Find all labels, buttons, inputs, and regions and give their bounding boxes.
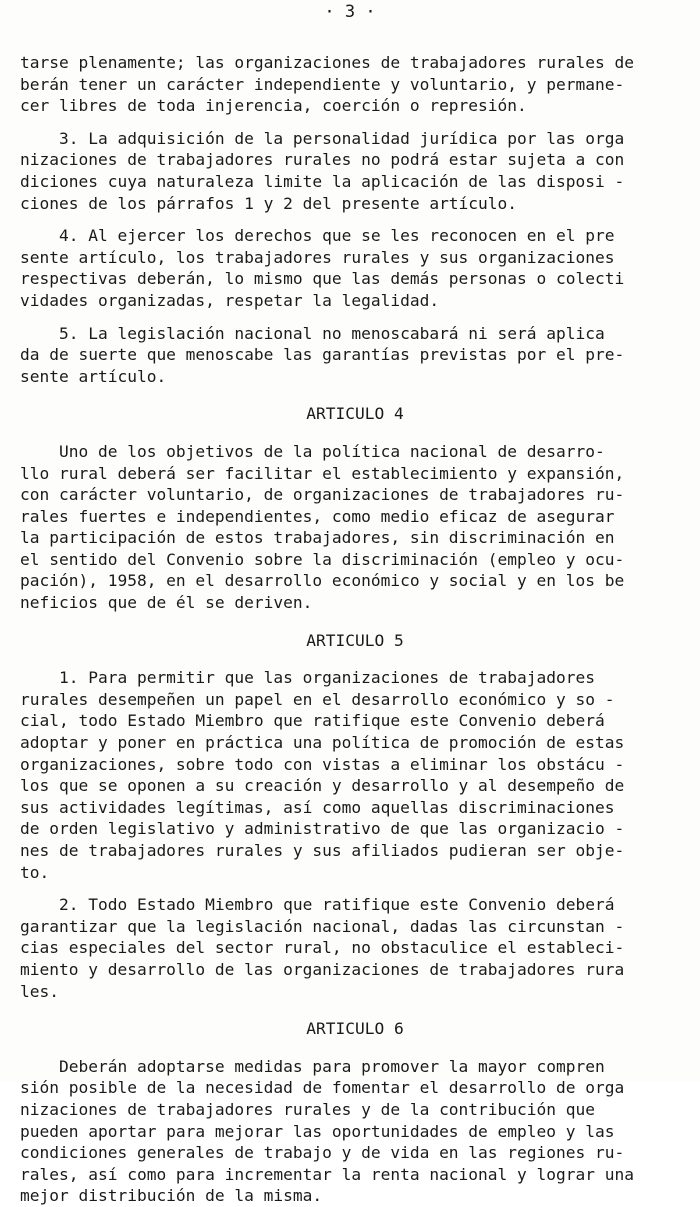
text-line: 2. Todo Estado Miembro que ratifique este Convenio deberá xyxy=(20,895,615,915)
text-line: sus actividades legítimas, así como aquellas discriminaciones xyxy=(20,797,615,817)
document-body xyxy=(20,52,690,1207)
text-line: da de suerte que menoscabe las garantías previstas por el pre- xyxy=(20,345,625,365)
text-line: to. xyxy=(20,862,50,882)
text-line: llo rural deberá ser facilitar el establecimiento y expansión, xyxy=(20,463,625,483)
text-line: garantizar que la legislación nacional, dadas las circunstan - xyxy=(20,916,625,936)
block-spacer xyxy=(20,614,690,630)
text-line: diciones cuya naturaleza limite la aplicación de las disposi - xyxy=(20,171,625,191)
text-line: condiciones generales de trabajo y de vida en las regiones ru- xyxy=(20,1143,625,1163)
paragraph xyxy=(20,1056,690,1207)
text-line: organizaciones, sobre todo con vistas a eliminar los obstácu - xyxy=(20,754,625,774)
text-line: sión posible de la necesidad de fomentar el desarrollo de orga xyxy=(20,1078,625,1098)
text-line: rurales desempeñen un papel en el desarrollo económico y so - xyxy=(20,689,615,709)
text-line: sente artículo, los trabajadores rurales y sus organizaciones xyxy=(20,247,615,267)
block-spacer xyxy=(20,651,690,667)
text-line: berán tener un carácter independiente y voluntario, y permane- xyxy=(20,74,625,94)
block-spacer xyxy=(20,214,690,225)
text-line: la participación de estos trabajadores, sin discriminación en xyxy=(20,528,615,548)
text-line: neficios que de él se deriven. xyxy=(20,593,313,613)
block-spacer xyxy=(20,883,690,894)
block-spacer xyxy=(20,1002,690,1018)
text-line: nizaciones de trabajadores rurales y de la contribución que xyxy=(20,1099,595,1119)
text-line: pueden aportar para mejorar las oportunidades de empleo y las xyxy=(20,1121,615,1141)
paragraph xyxy=(20,441,690,614)
text-line: sente artículo. xyxy=(20,366,167,386)
text-line: nizaciones de trabajadores rurales no podrá estar sujeta a con xyxy=(20,150,625,170)
text-line: adoptar y poner en práctica una política de promoción de estas xyxy=(20,733,625,753)
article-heading: ARTICULO 4 xyxy=(306,404,404,424)
block-spacer xyxy=(20,1040,690,1056)
paragraph xyxy=(20,667,690,883)
article-heading: ARTICULO 6 xyxy=(306,1019,404,1039)
paragraph xyxy=(20,894,690,1002)
text-line: cer libres de toda injerencia, coerción o represión. xyxy=(20,96,527,116)
article-heading: ARTICULO 5 xyxy=(306,630,404,650)
page-number: · 3 · xyxy=(324,2,376,22)
text-line: rales fuertes e independientes, como medio eficaz de asegurar xyxy=(20,506,615,526)
text-line: tarse plenamente; las organizaciones de trabajadores rurales de xyxy=(20,53,634,72)
text-line: 1. Para permitir que las organizaciones de trabajadores xyxy=(20,668,595,688)
block-spacer xyxy=(20,425,690,441)
text-line: de orden legislativo y administrativo de que las organizacio - xyxy=(20,819,625,839)
text-line: 5. La legislación nacional no menoscabará ni será aplica xyxy=(20,323,605,343)
text-line: vidades organizadas, respetar la legalidad. xyxy=(20,290,440,310)
block-spacer xyxy=(20,387,690,403)
text-line: pación), 1958, en el desarrollo económico y social y en los be xyxy=(20,571,625,591)
text-line: el sentido del Convenio sobre la discriminación (empleo y ocu- xyxy=(20,549,625,569)
text-line: 3. La adquisición de la personalidad jurídica por las orga xyxy=(20,128,625,148)
text-line: rales, así como para incrementar la renta nacional y lograr una xyxy=(20,1164,634,1184)
block-spacer xyxy=(20,312,690,323)
text-line: cias especiales del sector rural, no obstaculice el estableci- xyxy=(20,938,625,958)
block-spacer xyxy=(20,117,690,128)
paragraph xyxy=(20,323,690,388)
text-line: ciones de los párrafos 1 y 2 del presente artículo. xyxy=(20,193,518,213)
text-line: cial, todo Estado Miembro que ratifique este Convenio deberá xyxy=(20,711,605,731)
text-line: nes de trabajadores rurales y sus afiliados pudieran ser obje- xyxy=(20,841,625,860)
paragraph xyxy=(20,225,690,311)
text-line: respectivas deberán, lo mismo que las demás personas o colecti xyxy=(20,269,625,289)
text-line: Uno de los objetivos de la política nacional de desarro- xyxy=(20,441,605,461)
text-line: miento y desarrollo de las organizaciones de trabajadores rura xyxy=(20,959,625,979)
text-line: 4. Al ejercer los derechos que se les reconocen en el pre xyxy=(20,226,615,246)
paragraph xyxy=(20,52,690,117)
text-line: les. xyxy=(20,981,59,1001)
text-line: Deberán adoptarse medidas para promover la mayor compren xyxy=(20,1056,605,1076)
text-line: mejor distribución de la misma. xyxy=(20,1186,323,1206)
text-line: los que se oponen a su creación y desarrollo y al desempeño de xyxy=(20,776,625,796)
paragraph xyxy=(20,128,690,214)
text-line: con carácter voluntario, de organizaciones de trabajadores ru- xyxy=(20,485,625,505)
